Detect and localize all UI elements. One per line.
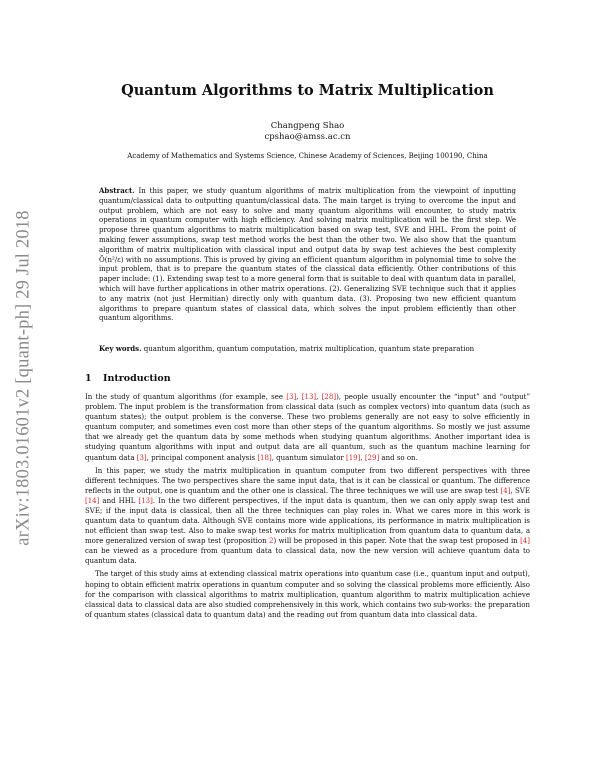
citation-link[interactable]: [13] — [138, 496, 153, 505]
keywords-text: quantum algorithm, quantum computation, matrix multiplication, quantum state preparation — [143, 345, 475, 354]
paragraph-text: . In the two different perspectives, if the input data is quantum, then we can only apply swap test and SVE; if the input data is classical, then all the three techniques can play roles in. What we cares more in this work is quantum data to quantum data. Although SVE contains more wide applications, its performance in matrix multiplication is not efficient than swap test. Also to make swap test works for matrix multiplication from quantum data to quantum data, a more generalized version of swap test (proposition — [85, 496, 530, 546]
paragraph-text: , — [316, 393, 322, 402]
paragraph — [85, 569, 530, 619]
citation-link[interactable]: [4] — [520, 537, 530, 546]
citation-link[interactable]: [28] — [321, 393, 337, 402]
keywords — [99, 344, 516, 353]
paragraph-text: , — [296, 393, 302, 402]
paragraph-text: In the study of quantum algorithms (for example, see — [85, 393, 287, 402]
citation-link[interactable]: [18] — [257, 453, 272, 462]
abstract-text: In this paper, we study quantum algorithms of matrix multiplication from the viewpoint of inputting quantum/classical data to outputting quantum/classical data. The main target is trying to overcome the input and output problem, which are not easy to solve and many quantum algorithms will encounter, to study matrix operations in quantum computer with high efficiency. And solving matrix multiplication will be the first step. We propose three quantum algorithms to matrix multiplication based on swap test, SVE and HHL. From the point of making fewer assumptions, swap test method works the best than the other two. We also show that the quantum algorithm of matrix multiplication with classical input and output data by swap test achieves the best complexity Õ(n²/ε) with no assumptions. This is proved by giving an efficient quantum algorithm in polynomial time to solve the input problem, that is to prepare the quantum states of the classical data efficiently. Other contributions of this paper include: (1). Extending swap test to a more general form that is suitable to deal with quantum data in parallel, which will have further applications in other matrix operations. (2). Generalizing SVE technique such that it applies to any matrix (not just Hermitian) directly only with quantum data. (3). Proposing two new efficient quantum algorithms to prepare quantum states of classical data, which solves the input problem efficiently than other quantum algorithms. — [99, 186, 516, 323]
author-affiliation: Academy of Mathematics and Systems Science, Chinese Academy of Sciences, Beijing 100190, China — [127, 151, 488, 160]
paragraph-text: and HHL — [99, 496, 139, 505]
paragraph-text: , principal component analysis — [146, 453, 258, 462]
citation-link[interactable]: [29] — [364, 453, 380, 462]
paragraph-text: , — [360, 453, 365, 462]
paragraph-text: ) will be proposed in this paper. Note that the swap test proposed in — [273, 537, 521, 546]
keywords-label: Key words. — [99, 344, 142, 354]
author-email: cpshao@amss.ac.cn — [264, 132, 351, 143]
author-name: Changpeng Shao — [270, 121, 345, 131]
citation-link[interactable]: [14] — [85, 496, 100, 505]
section-heading — [85, 373, 530, 384]
paragraph-text: can be viewed as a procedure from quantum data to classical data, now the new version will achieve quantum data to quantum data. — [85, 547, 530, 566]
paragraph — [85, 392, 530, 463]
paper-page — [85, 70, 530, 623]
citation-link[interactable]: [19] — [346, 453, 361, 462]
paragraph-text: ), people usually encounter the “input” and “output” problem. The input problem is the transformation from classical data (such as complex vectors) into quantum data (such as quantum states); the output problem is the converse. These two problems generally are not easy to solve efficiently in quantum computer, and sometimes even cost more than other steps of the quantum algorithms. So mostly we just assume that we already get the quantum data by some methods when studying quantum algorithms. Another important idea is studying quantum algorithms with input and output data are all quantum, such as the quantum machine learning for quantum data — [85, 393, 531, 462]
paragraph — [85, 466, 530, 567]
citation-link[interactable]: [3] — [136, 453, 147, 462]
citation-link[interactable]: [4] — [500, 486, 511, 495]
section-number: 1 — [85, 373, 92, 385]
citation-link[interactable]: [13] — [301, 393, 317, 402]
abstract — [99, 186, 516, 324]
arxiv-sidebar — [14, 178, 34, 578]
citation-link[interactable]: [3] — [286, 393, 297, 402]
introduction-body — [85, 392, 530, 620]
abstract-label: Abstract. — [99, 185, 135, 195]
paper-title: Quantum Algorithms to Matrix Multiplication — [121, 82, 494, 99]
arxiv-identifier: arXiv:1803.01601v2 [quant-ph] 29 Jul 2018 — [13, 210, 34, 546]
paragraph-text: and so on. — [379, 453, 418, 462]
paragraph-text: , SVE — [510, 486, 530, 495]
citation-link[interactable]: 2 — [269, 537, 274, 546]
paragraph-text: In this paper, we study the matrix multiplication in quantum computer from two different perspectives with three different techniques. The two perspectives share the same input data, that is it can be classical or quantum. The difference reflects in the output, one is quantum and the other one is classical. The three techniques we will use are swap test — [85, 466, 530, 495]
paragraph-text: The target of this study aims at extending classical matrix operations into quantum case (i.e., quantum input and output), hoping to obtain efficient matrix operations in quantum computer and so solving the classical problems more efficiently. Also for the comparison with classical algorithms to matrix multiplication, quantum algorithm to matrix multiplication achieve classical data to classical data are also studied comprehensively in this work, which contains two sub-works: the preparation of quantum states (classical data to quantum data) and the reading out from quantum data into classical data. — [85, 570, 530, 619]
paragraph-text: , quantum simulator — [271, 453, 346, 462]
section-title: Introduction — [103, 373, 171, 385]
